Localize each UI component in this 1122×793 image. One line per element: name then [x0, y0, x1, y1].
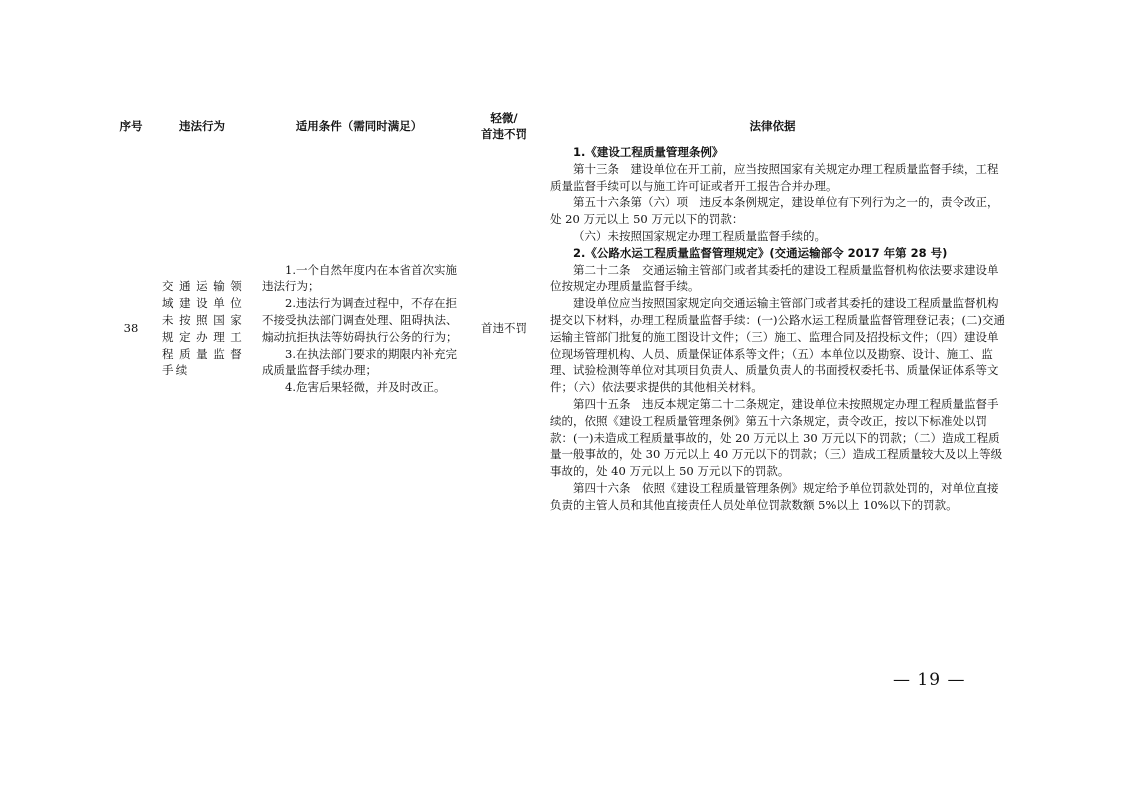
- condition-item: 2.违法行为调查过程中，不存在拒不接受执法部门调查处理、阻碍执法、煽动抗拒执法等妨碍执行公务的行为；: [262, 296, 458, 344]
- light-penalty-type: 首违不罚: [481, 321, 527, 336]
- header-light-line2: 首违不罚: [481, 127, 527, 141]
- conditions-cell: [250, 144, 468, 514]
- header-no: 序号: [119, 119, 143, 133]
- law-heading-1: 1.《建设工程质量管理条例》: [573, 145, 724, 159]
- table-header-row: [108, 108, 1005, 144]
- law-paragraph: 建设单位应当按照国家规定向交通运输主管部门或者其委托的建设工程质量监督机构提交以下材料，办理工程质量监督手续：(一)公路水运工程质量监督管理登记表；(二)交通运输主管部门批复的施工图设计文件；（三）施工、监理合同及招投标文件；（四）建设单位现场管理机构、人员、质量保证体系等文件；（五）本单位以及勘察、设计、施工、监理、试验检测等单位对其项目负责人、质量负责人的书面授权委托书、质量保证体系等文件；（六）依法要求提供的其他相关材料。: [550, 296, 1005, 395]
- penalty-table: [108, 108, 1005, 514]
- law-paragraph: （六）未按照国家规定办理工程质量监督手续的。: [573, 228, 826, 243]
- header-act: 违法行为: [179, 119, 225, 133]
- header-light-line1: 轻微/: [490, 111, 518, 125]
- law-paragraph: 第二十二条 交通运输主管部门或者其委托的建设工程质量监督机构依法要求建设单位按规定办理质量监督手续。: [550, 262, 999, 294]
- law-paragraph: 第四十五条 违反本规定第二十二条规定，建设单位未按照规定办理工程质量监督手续的，依照《建设工程质量管理条例》第五十六条规定，责令改正，按以下标准处以罚款：(一)未造成工程质量事故的，处 20 万元以上 30 万元以下的罚款；（二）造成工程质量一般事故的，处 30 万元以上 40 万元以下的罚款；（三）造成工程质量较大及以上等级事故的，处 40 万元以上 50 万元以下的罚款。: [550, 396, 1003, 479]
- table-row: [108, 144, 1005, 514]
- row-number: 38: [123, 321, 139, 336]
- page-number: — 19 —: [893, 670, 966, 690]
- condition-item: 3.在执法部门要求的期限内补充完成质量监督手续办理；: [262, 346, 457, 378]
- law-paragraph: 第五十六条第（六）项 违反本条例规定，建设单位有下列行为之一的，责令改正，处 20 万元以上 50 万元以下的罚款：: [550, 195, 999, 227]
- condition-item: 4.危害后果轻微，并及时改正。: [285, 380, 446, 395]
- condition-item: 1.一个自然年度内在本省首次实施违法行为；: [262, 262, 457, 294]
- law-heading-2: 2.《公路水运工程质量监督管理规定》(交通运输部令 2017 年第 28 号): [573, 245, 948, 260]
- law-paragraph: 第四十六条 依照《建设工程质量管理条例》规定给予单位罚款处罚的，对单位直接负责的主管人员和其他直接责任人员处单位罚款数额 5%以上 10%以下的罚款。: [550, 480, 999, 512]
- header-conditions: 适用条件（需同时满足）: [295, 119, 423, 133]
- violation-act: 交通运输领域建设单位未按照国家规定办理工程质量监督手续: [162, 279, 244, 378]
- law-paragraph: 第十三条 建设单位在开工前，应当按照国家有关规定办理工程质量监督手续，工程质量监督手续可以与施工许可证或者开工报告合并办理。: [550, 161, 999, 193]
- legal-basis-cell: [540, 144, 1005, 514]
- header-light: [468, 108, 540, 144]
- header-law: 法律依据: [749, 119, 796, 133]
